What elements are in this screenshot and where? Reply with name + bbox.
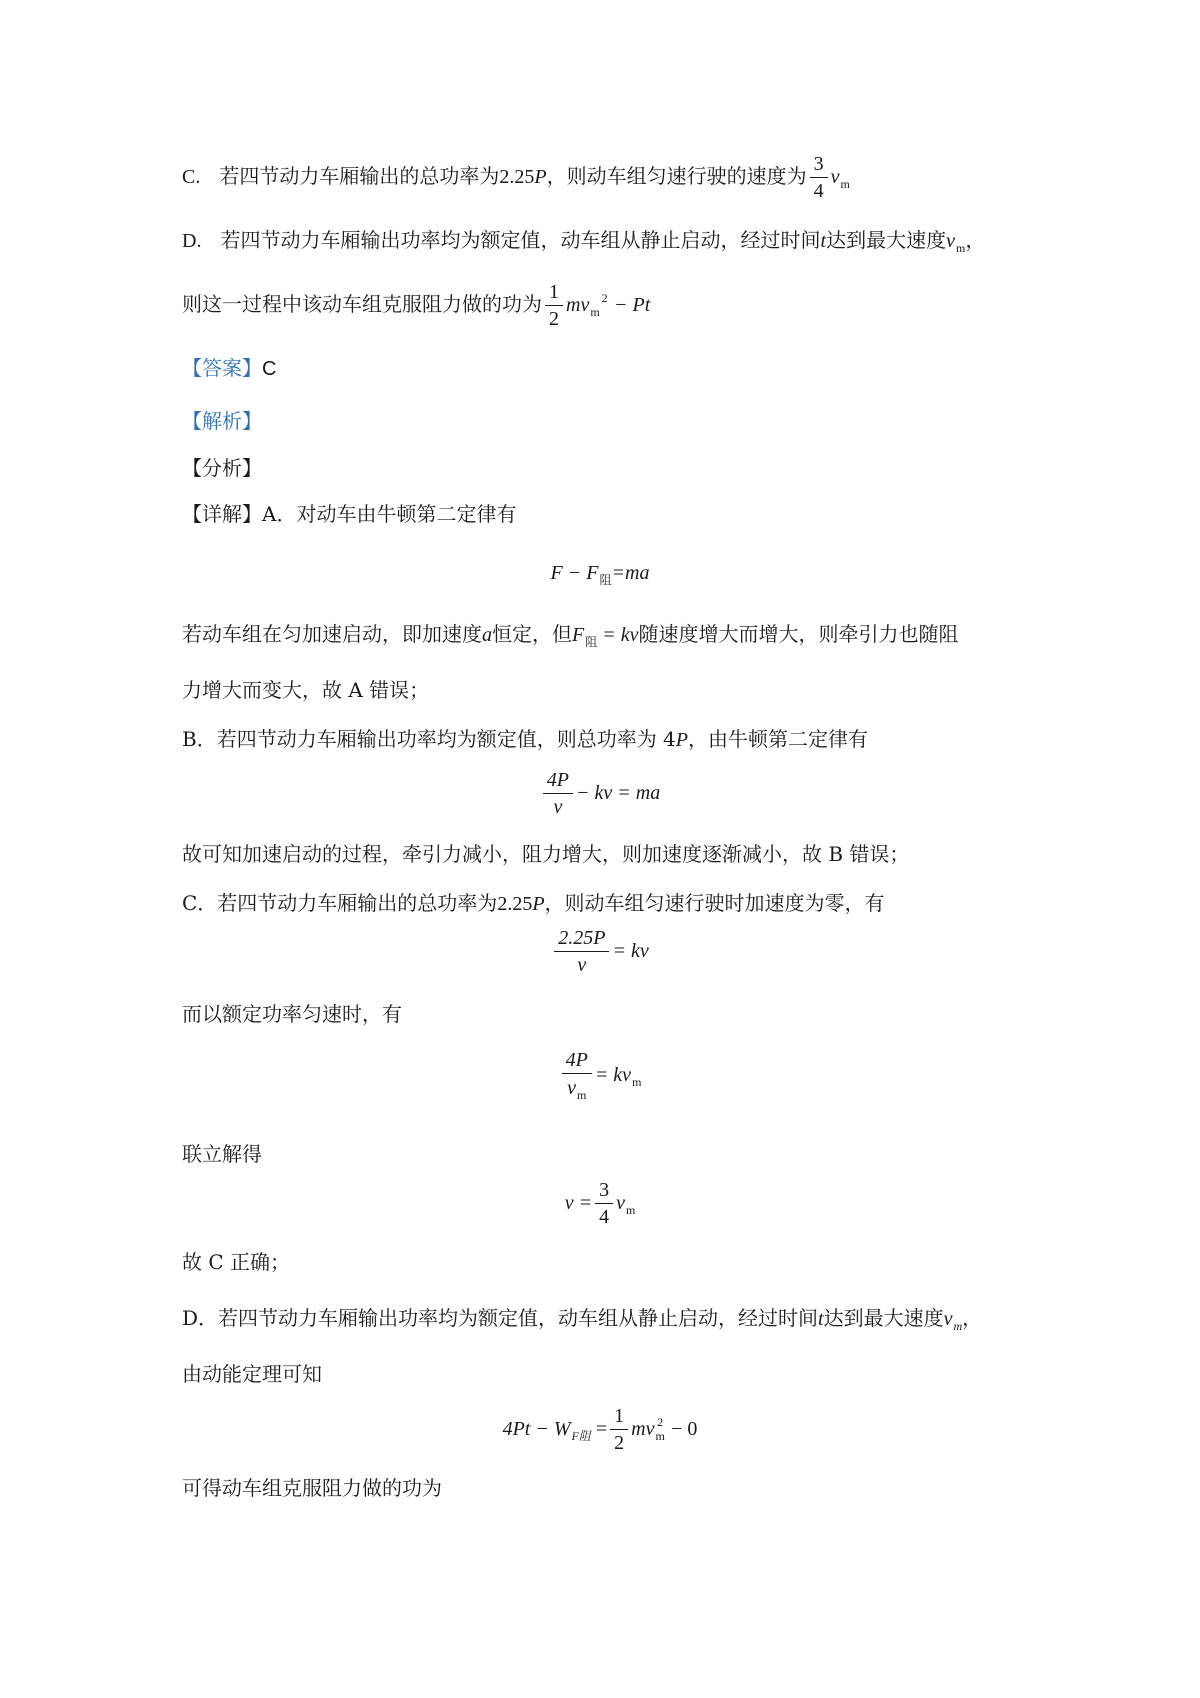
text-detail-A-a: a — [482, 624, 492, 646]
text-detail-eq6-sub: F阻 — [571, 1429, 591, 1443]
detail-d-p3 — [182, 1478, 442, 1498]
text-optionD-text1: 若四节动力车厢输出功率均为额定值，动车组从静止启动，经过时间 — [220, 228, 821, 252]
detail-a-p2 — [182, 680, 429, 700]
text-answer-value: C — [262, 358, 277, 380]
text-detail-B-p1a: B．若四节动力车厢输出功率均为额定值，则总功率为 4 — [182, 727, 676, 751]
text-optionD-sq: 2 — [601, 291, 608, 305]
detail-c-p4 — [182, 1252, 290, 1272]
text-detail-D-m: m — [953, 1319, 963, 1333]
text-detail-eq5-v: v = — [564, 1192, 593, 1214]
text-detail-C-p2: 而以额定功率匀速时，有 — [182, 1002, 402, 1026]
text-optionD-num: 1 — [545, 282, 563, 306]
fraction — [810, 154, 828, 201]
text-analysis-label: 【解析】 — [182, 409, 262, 433]
answer-line — [182, 358, 276, 379]
text-detail-eq4-num: 4P — [562, 1050, 592, 1074]
text-detail-eq3-num: 2.25P — [554, 928, 609, 952]
text-detail-B-P: P — [675, 729, 688, 751]
equation-3 — [0, 928, 1200, 975]
text-detail-D-t: t — [818, 1308, 824, 1330]
equation-4 — [0, 1050, 1200, 1101]
text-detail-A-intro: A．对动车由牛顿第二定律有 — [262, 502, 517, 526]
detail-a-p1 — [182, 624, 958, 648]
text-optionC-num: 3 — [810, 154, 828, 178]
text-detail-C-power: 2.25 — [497, 893, 533, 915]
text-detail-eq2-den: v — [553, 796, 563, 818]
text-optionC-text2: ，则动车组匀速行驶的速度为 — [546, 164, 807, 188]
detail-b-p1 — [182, 729, 868, 750]
text-detail-eq2-num: 4P — [543, 770, 573, 794]
analysis-label — [182, 411, 262, 431]
text-detail-eq6-num: 1 — [610, 1406, 628, 1430]
text-optionD-m: m — [955, 241, 966, 255]
detail-b-p2 — [182, 844, 909, 864]
equation-1 — [0, 560, 1200, 588]
detail-c-p1 — [182, 893, 885, 914]
fraction — [545, 282, 563, 329]
text-detail-eq4-den-v: v — [567, 1077, 576, 1099]
text-detail-eq4-den-m: m — [576, 1088, 587, 1102]
text-detail-A-Fsub: 阻 — [585, 635, 598, 649]
text-detail-eq5-m: m — [625, 1203, 636, 1217]
fenxi-label — [182, 458, 262, 478]
text-optionC-v: v — [830, 166, 840, 188]
text-detail-A-p1a: 若动车组在匀加速启动，即加速度 — [182, 622, 482, 646]
text-detail-C-p1a: C．若四节动力车厢输出的总功率为 — [182, 891, 498, 915]
text-detail-D-p2: 由动能定理可知 — [182, 1362, 322, 1386]
text-detail-eq6-rest: − 0 — [671, 1418, 698, 1440]
text-detail-eq5-vm: v — [616, 1192, 625, 1214]
option-d-line2 — [182, 282, 650, 329]
text-optionD-den: 2 — [549, 308, 559, 330]
equation-2 — [0, 770, 1200, 817]
text-optionD-t: t — [820, 230, 827, 252]
text-optionC-text1: 若四节动力车厢输出的总功率为 — [219, 164, 500, 188]
text-detail-eq6-lhs: 4Pt − W — [502, 1418, 571, 1440]
text-detail-A-kv: = kv — [597, 624, 639, 646]
detail-c-p3 — [182, 1144, 262, 1164]
text-optionC-label: C. — [182, 166, 201, 188]
text-detail-eq1-rhs: =ma — [611, 562, 650, 584]
text-optionD-label: D. — [182, 230, 202, 252]
detail-d-p2 — [182, 1364, 322, 1384]
text-detail-C-p4: 故 C 正确； — [182, 1250, 291, 1274]
option-c — [182, 154, 850, 201]
text-optionC-den: 4 — [813, 180, 824, 202]
text-detail-eq6-m: m — [655, 1428, 665, 1443]
text-detail-C-p1b: ，则动车组匀速行驶时加速度为零，有 — [544, 891, 885, 915]
text-detail-eq3-rest: = kv — [612, 940, 649, 962]
equation-6 — [0, 1406, 1200, 1453]
equation-5 — [0, 1180, 1200, 1227]
text-detail-C-P: P — [532, 893, 545, 915]
text-detail-A-F: F — [572, 624, 585, 646]
text-detail-D-p1b: 达到最大速度 — [823, 1306, 944, 1330]
text-detail-eq4-rest: = kv — [594, 1064, 632, 1086]
option-d — [182, 230, 985, 254]
text-detail-A-p1b: 恒定，但 — [492, 622, 572, 646]
text-detail-C-p3: 联立解得 — [182, 1142, 262, 1166]
text-detail-eq6-eq: = — [590, 1418, 608, 1440]
detail-a-intro — [182, 504, 516, 524]
text-detail-eq6-mv: mv — [631, 1418, 655, 1440]
detail-c-p2 — [182, 1004, 402, 1024]
text-optionC-power: 2.25 — [499, 166, 535, 188]
text-optionD-v: v — [946, 230, 955, 252]
text-detail-B-p2: 故可知加速启动的过程，牵引力减小，阻力增大，则加速度逐渐减小，故 B 错误； — [182, 842, 910, 866]
text-optionC-P: P — [534, 166, 547, 188]
text-detail-A-p2: 力增大而变大，故 A 错误； — [182, 678, 430, 702]
text-fenxi-label: 【分析】 — [182, 456, 262, 480]
text-detail-eq5-den: 4 — [599, 1206, 610, 1228]
text-optionC-m: m — [840, 177, 850, 191]
text-detail-D-v: v — [943, 1308, 953, 1330]
text-detail-B-p1b: ，由牛顿第二定律有 — [688, 727, 868, 751]
text-detail-eq1-sub: 阻 — [599, 573, 612, 587]
detail-d-p1 — [182, 1308, 982, 1332]
text-detail-eq5-num: 3 — [595, 1180, 613, 1204]
text-detail-label: 【详解】 — [182, 502, 262, 526]
text-detail-eq6-den: 2 — [614, 1432, 625, 1454]
text-detail-eq1-F: F − F — [550, 562, 599, 584]
text-detail-D-p3: 可得动车组克服阻力做的功为 — [182, 1476, 442, 1500]
text-optionD-mv: mv — [566, 294, 590, 316]
text-optionD-line2-text: 则这一过程中该动车组克服阻力做的功为 — [182, 292, 542, 316]
text-detail-eq6-sq: 2 — [657, 1415, 664, 1430]
text-detail-eq3-den: v — [577, 954, 587, 976]
text-optionD-m: m — [590, 305, 600, 319]
text-answer-label: 【答案】 — [182, 356, 262, 380]
text-optionD-rest: − Pt — [614, 294, 651, 316]
text-detail-A-p1c: 随速度增大而增大，则牵引力也随阻 — [638, 622, 959, 646]
text-optionD-comma: ， — [965, 228, 986, 252]
text-detail-D-p1a: D．若四节动力车厢输出功率均为额定值，动车组从静止启动，经过时间 — [182, 1306, 819, 1330]
text-detail-D-comma: ， — [962, 1306, 983, 1330]
text-detail-eq4-m: m — [632, 1075, 642, 1089]
text-optionD-text2: 达到最大速度 — [826, 228, 947, 252]
text-detail-eq2-rest: − kv = ma — [576, 782, 661, 804]
